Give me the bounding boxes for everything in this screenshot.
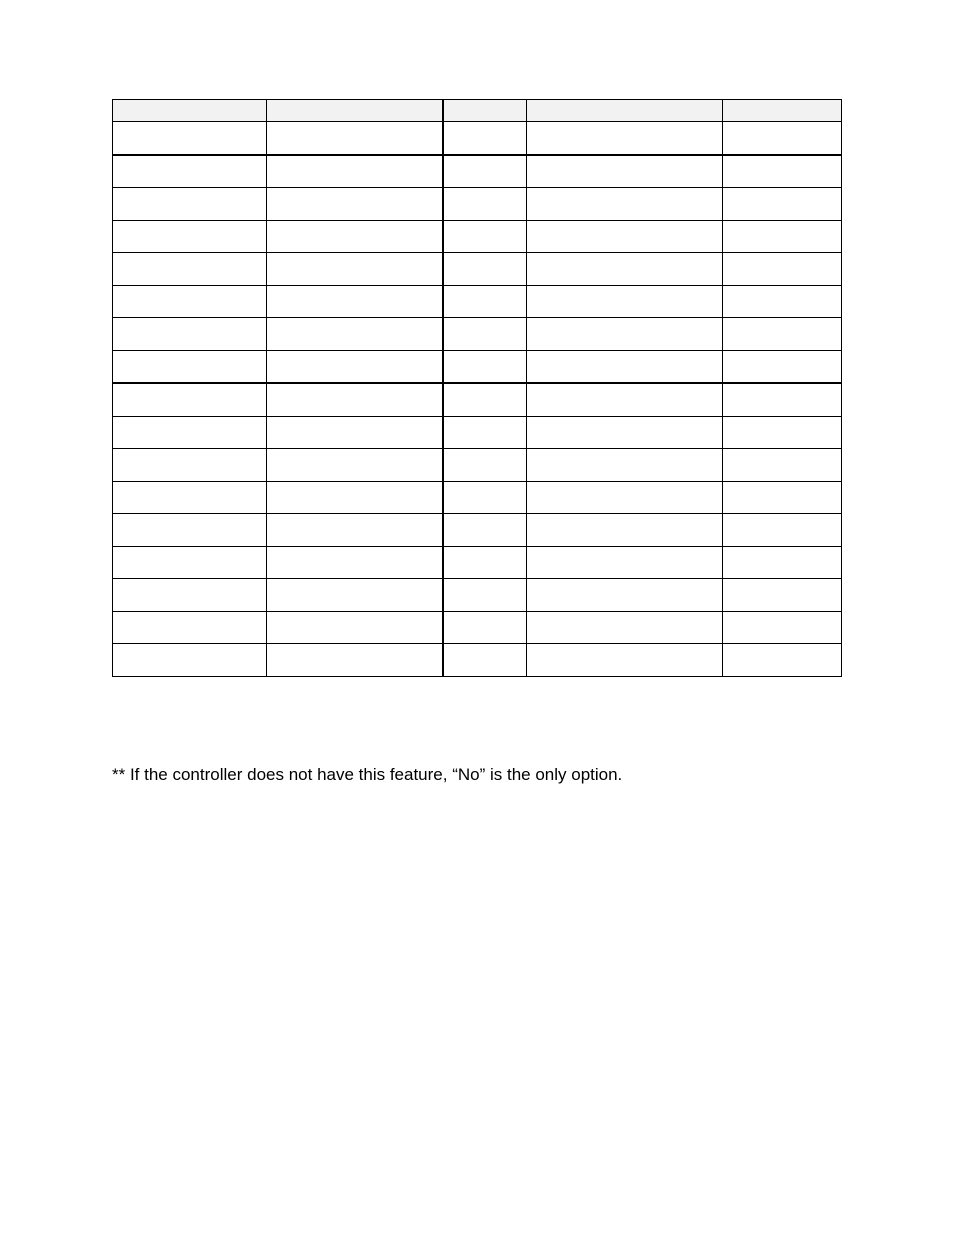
table-row xyxy=(113,449,842,482)
table-row xyxy=(113,546,842,579)
table-cell xyxy=(113,318,267,351)
table-cell xyxy=(113,383,267,416)
table-cell xyxy=(113,350,267,383)
table-row xyxy=(113,155,842,188)
table-cell xyxy=(267,579,443,612)
table-cell xyxy=(723,285,842,318)
table-cell xyxy=(267,253,443,286)
table-cell xyxy=(113,188,267,221)
header-cell xyxy=(267,100,443,122)
table-cell xyxy=(443,383,527,416)
table-cell xyxy=(443,644,527,677)
table-cell xyxy=(113,449,267,482)
table-cell xyxy=(527,611,723,644)
table-cell xyxy=(723,514,842,547)
table-cell xyxy=(527,449,723,482)
table-cell xyxy=(443,188,527,221)
table-cell xyxy=(267,188,443,221)
table-cell xyxy=(267,514,443,547)
table-cell xyxy=(723,449,842,482)
table-row xyxy=(113,253,842,286)
table-cell xyxy=(723,220,842,253)
table-cell xyxy=(723,579,842,612)
table-cell xyxy=(113,155,267,188)
table-cell xyxy=(723,122,842,155)
table-cell xyxy=(527,318,723,351)
table-cell xyxy=(443,546,527,579)
table-row xyxy=(113,579,842,612)
table-row xyxy=(113,318,842,351)
header-cell xyxy=(443,100,527,122)
table-cell xyxy=(527,481,723,514)
table-cell xyxy=(723,383,842,416)
table-cell xyxy=(267,155,443,188)
table-cell xyxy=(527,253,723,286)
table-row xyxy=(113,188,842,221)
table-cell xyxy=(267,611,443,644)
table-cell xyxy=(527,220,723,253)
table-cell xyxy=(527,285,723,318)
table-cell xyxy=(443,611,527,644)
table-cell xyxy=(113,122,267,155)
table-cell xyxy=(113,611,267,644)
table-cell xyxy=(113,579,267,612)
table-cell xyxy=(113,253,267,286)
table-cell xyxy=(267,350,443,383)
table-cell xyxy=(527,350,723,383)
header-cell xyxy=(113,100,267,122)
table-row xyxy=(113,383,842,416)
table-cell xyxy=(527,644,723,677)
table-cell xyxy=(443,253,527,286)
table-cell xyxy=(527,122,723,155)
table-cell xyxy=(113,514,267,547)
table-cell xyxy=(443,155,527,188)
table-cell xyxy=(113,220,267,253)
table-cell xyxy=(527,155,723,188)
table-header-row xyxy=(113,100,842,122)
table-cell xyxy=(723,611,842,644)
table-row xyxy=(113,611,842,644)
table-cell xyxy=(527,188,723,221)
table-row xyxy=(113,416,842,449)
settings-table xyxy=(112,99,842,677)
table-cell xyxy=(443,318,527,351)
table-row xyxy=(113,644,842,677)
table-cell xyxy=(443,449,527,482)
table-cell xyxy=(527,383,723,416)
table-cell xyxy=(267,546,443,579)
table-cell xyxy=(443,122,527,155)
table-cell xyxy=(113,285,267,318)
table-row xyxy=(113,514,842,547)
table-cell xyxy=(527,416,723,449)
table-cell xyxy=(267,220,443,253)
table-cell xyxy=(267,644,443,677)
table-cell xyxy=(443,220,527,253)
header-cell xyxy=(527,100,723,122)
table-cell xyxy=(527,579,723,612)
table-row xyxy=(113,285,842,318)
table-cell xyxy=(113,416,267,449)
table-cell xyxy=(113,481,267,514)
table-cell xyxy=(723,644,842,677)
table-cell xyxy=(267,318,443,351)
table-row xyxy=(113,220,842,253)
table-cell xyxy=(723,546,842,579)
table-row xyxy=(113,122,842,155)
footnote-text: ** If the controller does not have this feature, “No” is the only option. xyxy=(112,765,623,784)
table-cell xyxy=(723,350,842,383)
table-cell xyxy=(113,546,267,579)
table-cell xyxy=(267,383,443,416)
table-cell xyxy=(723,253,842,286)
table-cell xyxy=(443,514,527,547)
table-cell xyxy=(267,122,443,155)
table-cell xyxy=(723,481,842,514)
table-cell xyxy=(267,285,443,318)
table-cell xyxy=(723,318,842,351)
table-cell xyxy=(443,350,527,383)
table-row xyxy=(113,350,842,383)
table-cell xyxy=(443,285,527,318)
table-cell xyxy=(527,546,723,579)
table-cell xyxy=(443,416,527,449)
table-cell xyxy=(267,449,443,482)
header-cell xyxy=(723,100,842,122)
table-cell xyxy=(443,481,527,514)
table-cell xyxy=(443,579,527,612)
table-cell xyxy=(113,644,267,677)
table-row xyxy=(113,481,842,514)
table-cell xyxy=(267,481,443,514)
table-cell xyxy=(267,416,443,449)
table-cell xyxy=(723,188,842,221)
table-cell xyxy=(723,416,842,449)
table-cell xyxy=(527,514,723,547)
table-cell xyxy=(723,155,842,188)
table-body xyxy=(113,100,842,677)
